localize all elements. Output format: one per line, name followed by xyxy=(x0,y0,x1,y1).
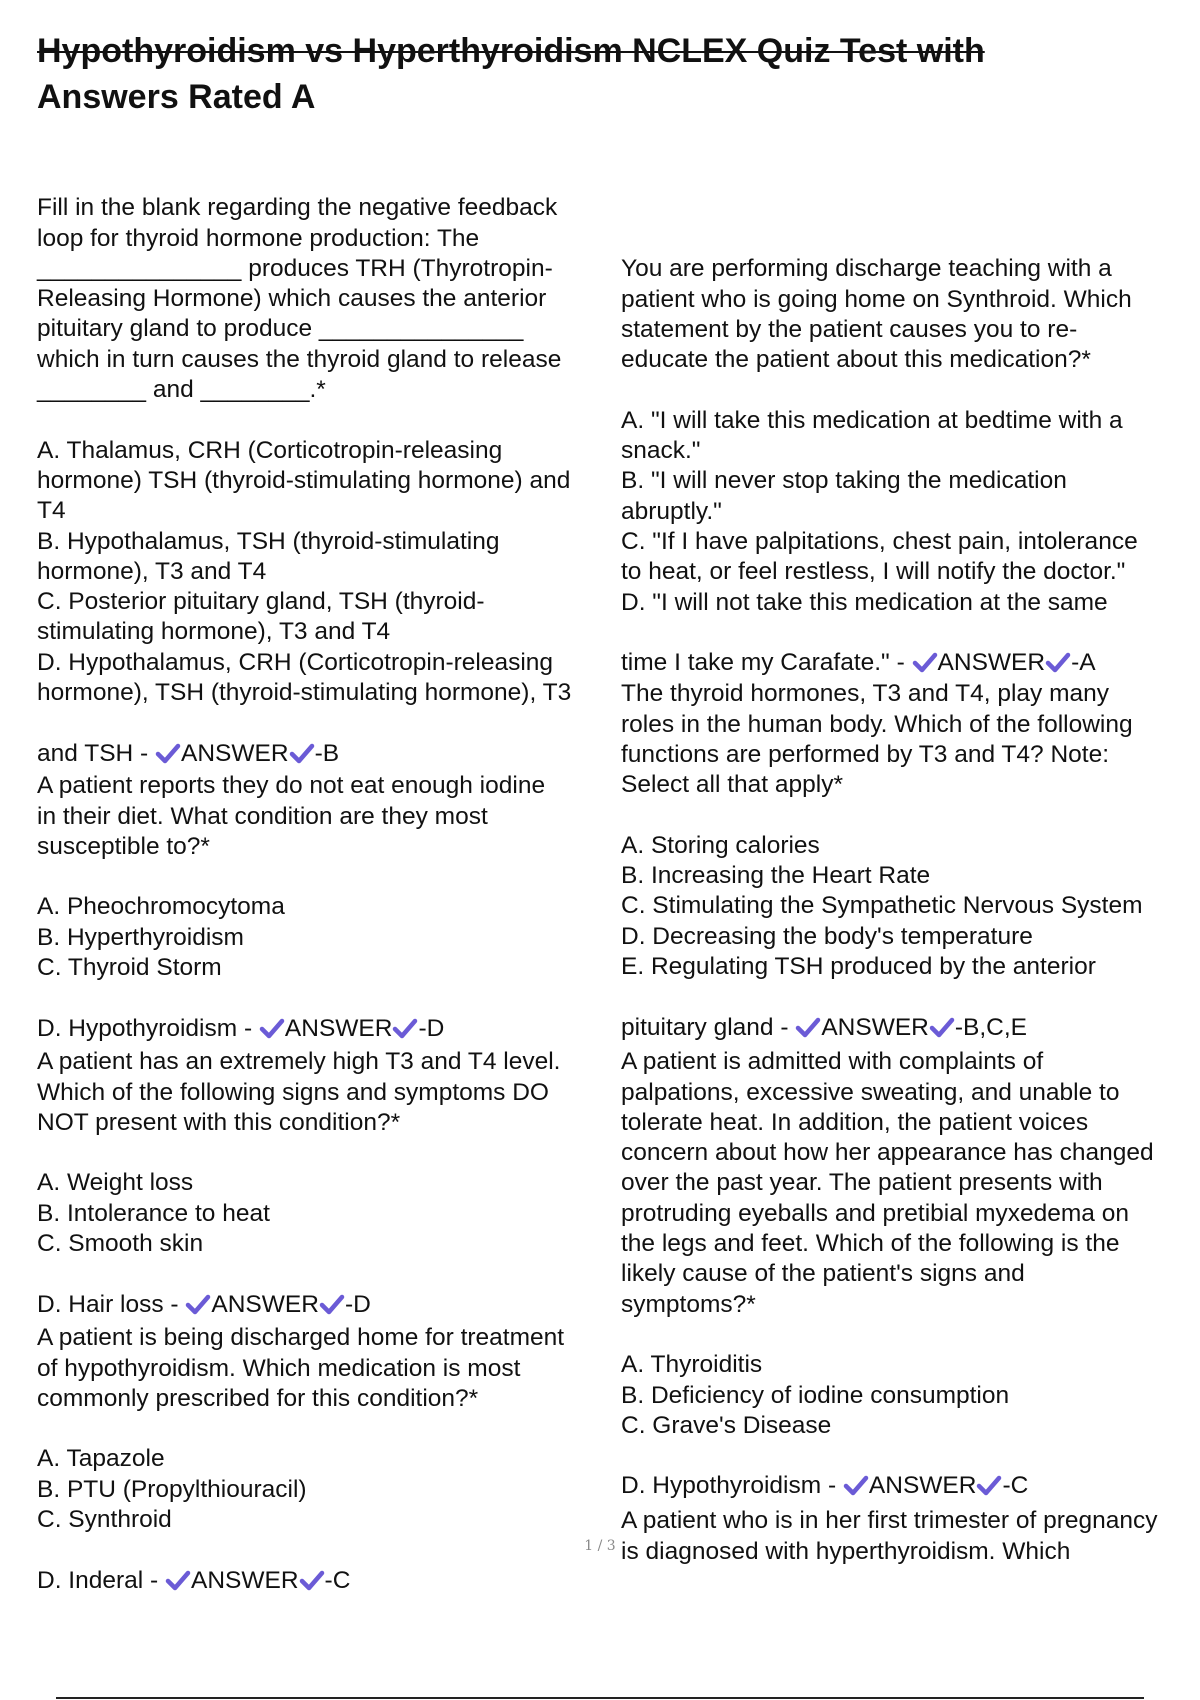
answer-options: A. Tapazole B. PTU (Propylthiouracil) C. Synthroid xyxy=(37,1445,307,1534)
answer-option-last: D. Inderal - xyxy=(37,1566,165,1594)
answer-options: A. Storing calories B. Increasing the Heart Rate C. Stimulating the Sympathetic Nervous System D. Decreasing the body's temperature E. Regulating TSH produced by the anterior xyxy=(621,831,1143,980)
answer-option-last: pituitary gland - xyxy=(621,1013,796,1041)
page-number: 1 / 3 xyxy=(584,1538,616,1554)
answer-label: ANSWER xyxy=(868,1472,977,1500)
question-text: A patient who is in her first trimester of pregnancy is diagnosed with hyperthyroidism. Which xyxy=(621,1507,1158,1565)
checkmark-icon xyxy=(165,1569,191,1591)
title-line-1: Hypothyroidism vs Hyperthyroidism NCLEX Quiz Test with xyxy=(37,32,985,70)
answer-label: ANSWER xyxy=(937,649,1046,677)
question-block xyxy=(621,1017,1200,1532)
answer-options: A. Thalamus, CRH (Corticotropin-releasing hormone) TSH (thyroid-stimulating hormone) and T4 B. Hypothalamus, TSH (thyroid-stimulating hormone), T3 and T4 C. Posterior pituitary gland, TSH (thyroid- stimulating hormone), T3 and T4 D. Hypothalamus, CRH (Corticotropin-releasing hormone), TSH (thyroid-stimulating hormone), T3 xyxy=(37,436,572,707)
answer-label: ANSWER xyxy=(211,1290,319,1318)
answer-options: A. "I will take this medication at bedtime with a snack." B. "I will never stop taking the medication abruptly." C. "If I have palpitations, chest pain, intolerance to heat, or feel restless, I will notify the doctor." D. "I will not take this medication at the same xyxy=(621,406,1138,616)
answer-value: -B xyxy=(314,739,340,767)
question-text: A patient reports they do not eat enough iodine in their diet. What condition are they most susceptible to?* xyxy=(37,772,546,860)
answer-label: ANSWER xyxy=(821,1013,929,1041)
question-block xyxy=(621,1476,1200,1597)
document-title xyxy=(37,28,1147,120)
answer-value: -C xyxy=(324,1566,351,1594)
answer-option-last: D. Hypothyroidism - xyxy=(621,1472,843,1500)
question-block xyxy=(37,163,617,799)
answer-value: -C xyxy=(1002,1472,1029,1500)
answer-line xyxy=(37,1566,617,1596)
question-text: A patient is being discharged home for treatment of hypothyroidism. Which medication is most commonly prescribed for this condition?* xyxy=(37,1324,565,1412)
question-text: A patient is admitted with complaints of palpations, excessive sweating, and unable to tolerate heat. In addition, the patient voices concern about how her appearance has changed over the past year. The patient presents with protruding eyeballs and pretibial myxedema on the legs and feet. Which of the following is the likely cause of the patient's signs and symptoms?* xyxy=(621,1048,1154,1318)
answer-option-last: D. Hair loss - xyxy=(37,1290,186,1318)
question-block xyxy=(37,1290,617,1626)
answer-label: ANSWER xyxy=(191,1566,299,1594)
question-block xyxy=(621,649,1200,1073)
answer-option-last: D. Hypothyroidism - xyxy=(37,1014,259,1042)
answer-option-last: and TSH - xyxy=(37,739,156,767)
answer-label: ANSWER xyxy=(284,1014,393,1042)
answer-options: A. Pheochromocytoma B. Hyperthyroidism C. Thyroid Storm xyxy=(37,893,285,982)
answer-value: -B,C,E xyxy=(954,1013,1028,1041)
question-text: A patient has an extremely high T3 and T4 level. Which of the following signs and symptoms DO NOT present with this condition?* xyxy=(37,1048,561,1136)
answer-label: ANSWER xyxy=(181,739,289,767)
answer-value: -A xyxy=(1071,649,1096,677)
answer-value: -D xyxy=(418,1014,445,1042)
checkmark-icon xyxy=(299,1569,325,1591)
question-text: You are performing discharge teaching with a patient who is going home on Synthroid. Which statement by the patient causes you to re- educate the patient about this medication?* xyxy=(621,255,1132,374)
question-block xyxy=(621,224,1200,709)
answer-options: A. Weight loss B. Intolerance to heat C. Smooth skin xyxy=(37,1169,270,1258)
question-text: Fill in the blank regarding the negative feedback loop for thyroid hormone production: The _______________ produces TRH (Thyrotropin- Releasing Hormone) which causes the anterior pituitary gland to produce _______________ which in turn causes the thyroid gland to release ________ and ________.* xyxy=(37,194,562,404)
footer-divider xyxy=(56,1697,1144,1699)
answer-value: -D xyxy=(344,1290,371,1318)
title-line-2: Answers Rated A xyxy=(37,78,316,116)
answer-options: A. Thyroiditis B. Deficiency of iodine consumption C. Grave's Disease xyxy=(621,1351,1010,1439)
answer-option-last: time I take my Carafate." - xyxy=(621,649,912,677)
question-text: The thyroid hormones, T3 and T4, play many roles in the human body. Which of the following functions are performed by T3 and T4? Note: Select all that apply* xyxy=(621,680,1133,799)
